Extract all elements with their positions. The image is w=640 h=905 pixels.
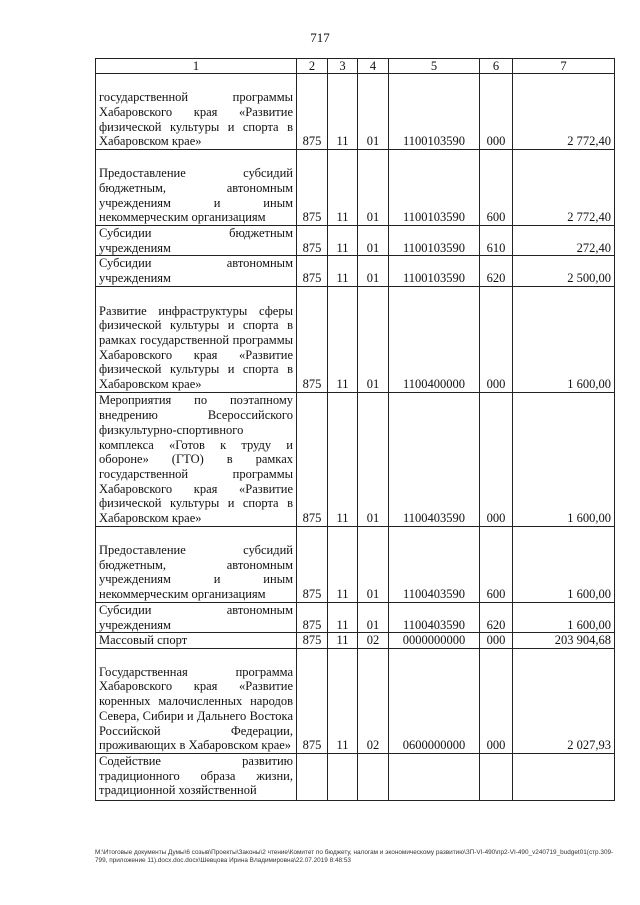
row-col-2: 875: [297, 648, 328, 753]
row-col-6: 600: [480, 150, 513, 226]
row-col-3: 11: [328, 74, 358, 150]
row-col-3: 11: [328, 648, 358, 753]
row-col-6: 000: [480, 74, 513, 150]
row-col-2: 875: [297, 286, 328, 392]
row-col-3: 11: [328, 526, 358, 602]
row-col-2: 875: [297, 256, 328, 286]
row-amount: 272,40: [513, 226, 615, 256]
row-name: Массовый спорт: [96, 633, 297, 649]
row-col-4: 01: [358, 392, 389, 526]
page-number: 717: [310, 30, 330, 45]
row-col-5: 1100400000: [389, 286, 480, 392]
table-header-row: [96, 59, 615, 74]
row-name: Государственная программа Хабаровского края «Развитие коренных малочисленных народов Севера, Сибири и Дальнего Востока Российской Федерации, проживающих в Хабаровском крае»: [96, 648, 297, 753]
table-row: [96, 150, 615, 226]
row-amount: 1 600,00: [513, 392, 615, 526]
row-amount: 1 600,00: [513, 526, 615, 602]
table-row: [96, 602, 615, 632]
header-col-7: 7: [513, 59, 615, 74]
row-col-5: 1100103590: [389, 74, 480, 150]
row-col-4: 02: [358, 633, 389, 649]
row-col-4: 02: [358, 648, 389, 753]
row-amount: 1 600,00: [513, 602, 615, 632]
row-col-2: 875: [297, 526, 328, 602]
row-col-4: 01: [358, 286, 389, 392]
row-col-3: 11: [328, 602, 358, 632]
row-col-4: 01: [358, 526, 389, 602]
row-col-3: 11: [328, 150, 358, 226]
row-name: Развитие инфраструктуры сферы физической культуры и спорта в рамках государственной программы Хабаровского края «Развитие физической культуры и спорта в Хабаровском крае»: [96, 286, 297, 392]
header-col-2: 2: [297, 59, 328, 74]
row-col-4: 01: [358, 74, 389, 150]
row-name: Содействие развитию традиционного образа жизни, традиционной хозяйственной: [96, 753, 297, 800]
row-col-5: [389, 753, 480, 800]
row-col-2: 875: [297, 226, 328, 256]
row-col-2: 875: [297, 633, 328, 649]
row-col-2: 875: [297, 74, 328, 150]
table-row: [96, 526, 615, 602]
table-row: [96, 226, 615, 256]
row-col-5: 0000000000: [389, 633, 480, 649]
row-col-3: 11: [328, 633, 358, 649]
row-amount: 1 600,00: [513, 286, 615, 392]
row-col-6: 610: [480, 226, 513, 256]
row-col-3: [328, 753, 358, 800]
row-amount: 2 027,93: [513, 648, 615, 753]
row-col-5: 1100103590: [389, 150, 480, 226]
row-col-2: [297, 753, 328, 800]
row-col-5: 1100403590: [389, 602, 480, 632]
row-name: Субсидии автономным учреждениям: [96, 256, 297, 286]
budget-table: [95, 58, 615, 801]
header-col-3: 3: [328, 59, 358, 74]
row-amount: 203 904,68: [513, 633, 615, 649]
row-name: Субсидии автономным учреждениям: [96, 602, 297, 632]
row-col-6: [480, 753, 513, 800]
row-col-4: [358, 753, 389, 800]
row-name: Предоставление субсидий бюджетным, автономным учреждениям и иным некоммерческим организациям: [96, 526, 297, 602]
row-col-4: 01: [358, 226, 389, 256]
row-col-5: 1100103590: [389, 226, 480, 256]
row-col-6: 000: [480, 648, 513, 753]
row-col-6: 000: [480, 633, 513, 649]
table-row: [96, 633, 615, 649]
table-row: [96, 286, 615, 392]
row-amount: 2 772,40: [513, 150, 615, 226]
header-col-1: 1: [96, 59, 297, 74]
row-col-2: 875: [297, 392, 328, 526]
row-col-3: 11: [328, 286, 358, 392]
table-row: [96, 648, 615, 753]
row-name: Субсидии бюджетным учреждениям: [96, 226, 297, 256]
row-col-4: 01: [358, 602, 389, 632]
row-col-6: 620: [480, 602, 513, 632]
row-col-6: 600: [480, 526, 513, 602]
row-amount: 2 500,00: [513, 256, 615, 286]
row-col-6: 620: [480, 256, 513, 286]
table-row: [96, 256, 615, 286]
row-col-3: 11: [328, 226, 358, 256]
document-path-footer: М:\Итоговые документы Думы\6 созыв\Проекты\Законы\2 чтение\Комитет по бюджету, налогам и экономическому развитию\ЗП-VI-490\пр2-VI-490_v240719_budget01(стр.309-799, приложение 11).docx.doc.docx\Шевцова Ирина Владимировна\22.07.2019 8:48:53: [95, 849, 614, 864]
header-col-4: 4: [358, 59, 389, 74]
table-row: [96, 392, 615, 526]
row-amount: [513, 753, 615, 800]
row-col-2: 875: [297, 602, 328, 632]
row-col-4: 01: [358, 150, 389, 226]
row-col-5: 0600000000: [389, 648, 480, 753]
row-col-4: 01: [358, 256, 389, 286]
row-col-5: 1100403590: [389, 392, 480, 526]
row-col-5: 1100103590: [389, 256, 480, 286]
table-row: [96, 753, 615, 800]
row-col-3: 11: [328, 392, 358, 526]
header-col-6: 6: [480, 59, 513, 74]
row-col-2: 875: [297, 150, 328, 226]
row-col-6: 000: [480, 286, 513, 392]
row-col-5: 1100403590: [389, 526, 480, 602]
row-name: государственной программы Хабаровского края «Развитие физической культуры и спорта в Хабаровском крае»: [96, 74, 297, 150]
row-amount: 2 772,40: [513, 74, 615, 150]
row-col-6: 000: [480, 392, 513, 526]
row-name: Предоставление субсидий бюджетным, автономным учреждениям и иным некоммерческим организациям: [96, 150, 297, 226]
header-col-5: 5: [389, 59, 480, 74]
table-row: [96, 74, 615, 150]
row-name: Мероприятия по поэтапному внедрению Всероссийского физкультурно-спортивного комплекса «Готов к труду и обороне» (ГТО) в рамках государственной программы Хабаровского края «Развитие физической культуры и спорта в Хабаровском крае»: [96, 392, 297, 526]
row-col-3: 11: [328, 256, 358, 286]
